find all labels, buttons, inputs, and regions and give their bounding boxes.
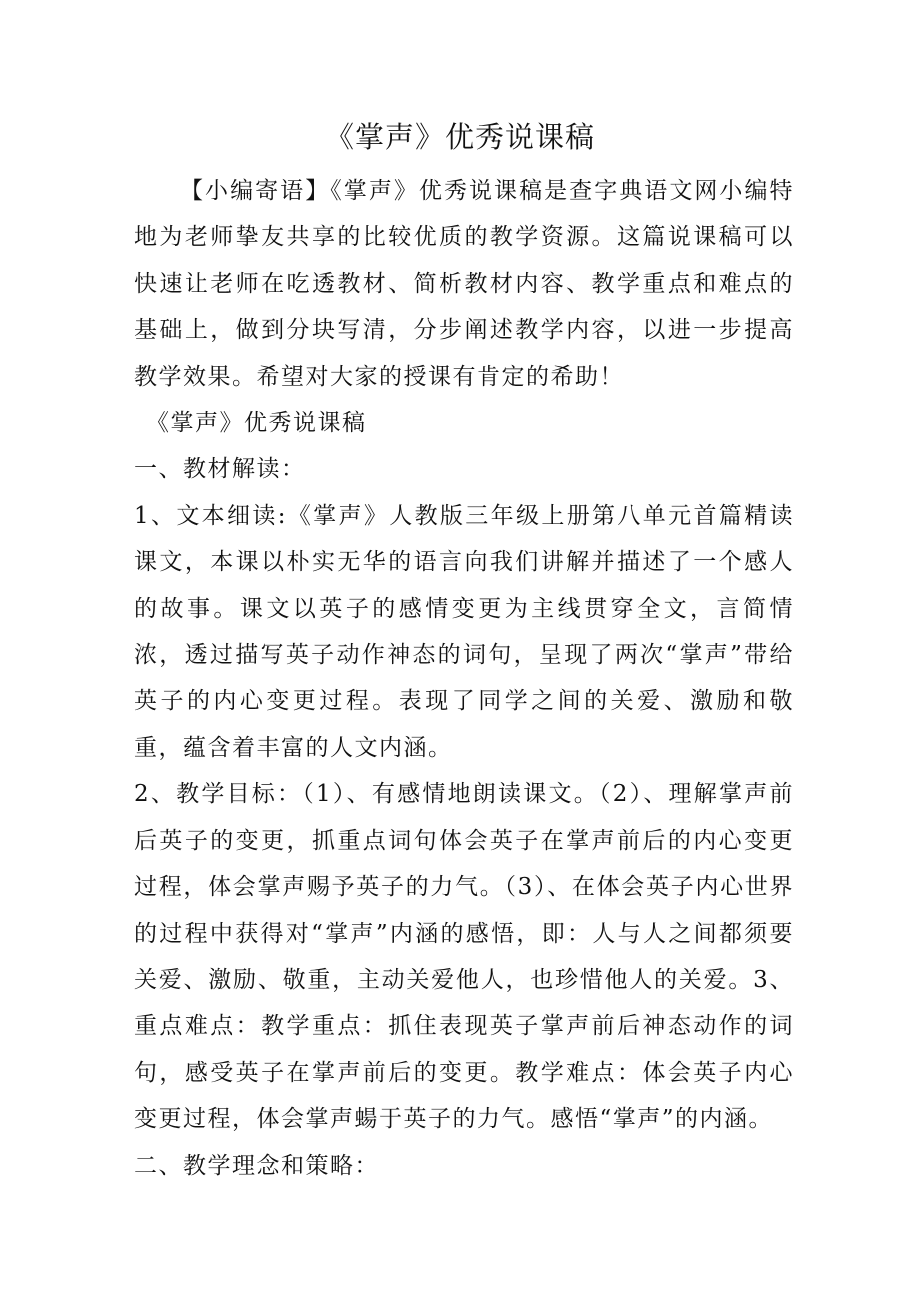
subtitle-paragraph: 《掌声》优秀说课稿	[146, 410, 367, 437]
text-reading-paragraph: 1、文本细读:《掌声》人教版三年级上册第八单元首篇精读课文，本课以朴实无华的语言向我们讲解并描述了一个感人的故事。课文以英子的感情变更为主线贯穿全文，言简情浓，透过描写英子动作神态的词句，呈现了两次“掌声”带给英子的内心变更过程。表现了同学之间的关爱、激励和敬重，蕴含着丰富的人文内涵。	[134, 502, 794, 761]
document-title: 《掌声》优秀说课稿	[324, 120, 595, 154]
editor-note-paragraph: 【小编寄语】《掌声》优秀说课稿是查字典语文网小编特地为老师挚友共享的比较优质的教学资源。这篇说课稿可以快速让老师在吃透教材、简析教材内容、教学重点和难点的基础上，做到分块写清，分步阐述教学内容，以进一步提高教学效果。希望对大家的授课有肯定的希助！	[134, 178, 794, 390]
document-body	[134, 168, 794, 1189]
section-heading-strategy: 二、教学理念和策略：	[134, 1152, 379, 1179]
teaching-goals-paragraph: 2、教学目标：（1）、有感情地朗读课文。（2）、理解掌声前后英子的变更，抓重点词句体会英子在掌声前后的内心变更过程，体会掌声赐予英子的力气。（3）、在体会英子内心世界的过程中获得对“掌声”内涵的感悟，即：人与人之间都须要关爱、激励、敬重，主动关爱他人，也珍惜他人的关爱。3、重点难点：教学重点：抓住表现英子掌声前后神态动作的词句，感受英子在掌声前后的变更。教学难点：体会英子内心变更过程，体会掌声蝪于英子的力气。感悟“掌声”的内涵。	[134, 781, 794, 1133]
section-heading-textbook: 一、教材解读：	[134, 456, 306, 483]
